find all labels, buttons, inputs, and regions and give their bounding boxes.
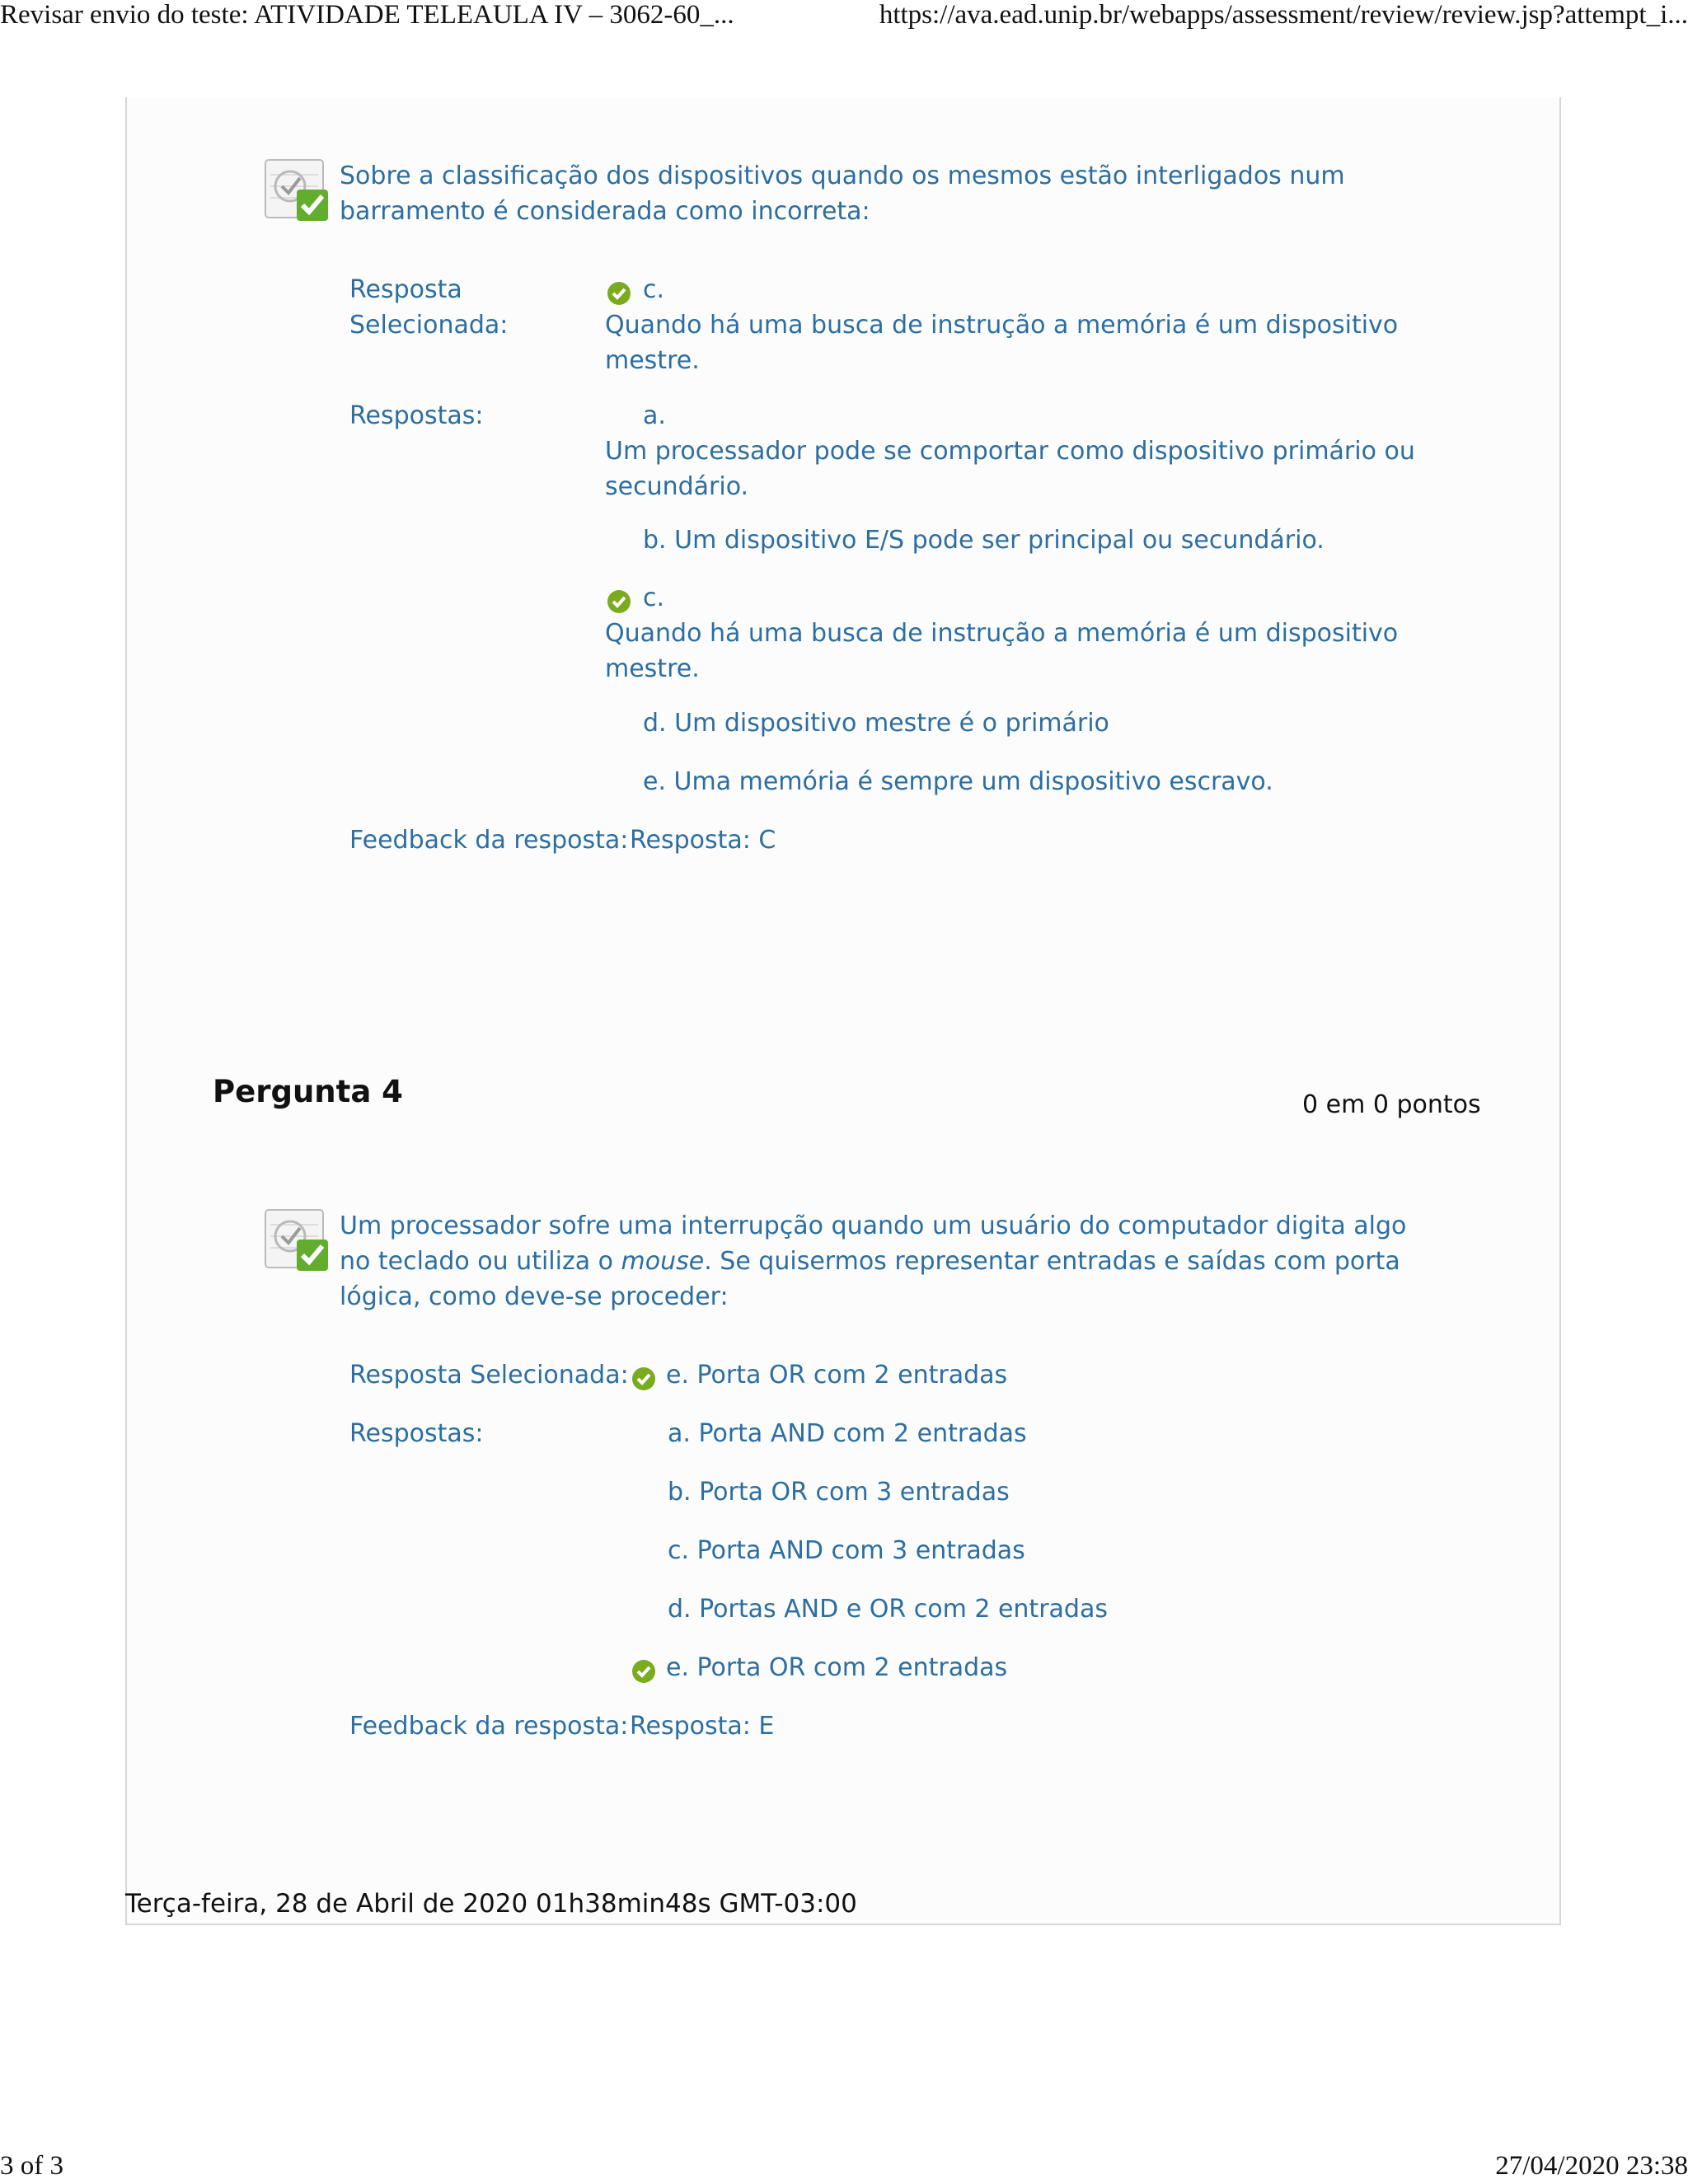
answer-option: d. Um dispositivo mestre é o primário — [643, 709, 1109, 738]
answer-option-text: Quando há uma busca de instrução a memória é um dispositivo mestre. — [605, 619, 1399, 683]
question-4-points: 0 em 0 pontos — [1302, 1090, 1481, 1119]
question-4-text — [340, 1208, 1428, 1315]
question-4-text-part2: . Se quisermos representar entradas e saídas com porta lógica, como deve-se proceder: — [340, 1247, 1400, 1311]
selected-answer-value: e. Porta OR com 2 entradas — [666, 1361, 1008, 1390]
selected-answer-label-line2: Selecionada: — [349, 311, 509, 340]
submission-date: Terça-feira, 28 de Abril de 2020 01h38min48s GMT-03:00 — [125, 1889, 857, 1919]
answer-option-letter: c. — [643, 583, 665, 612]
question-4-text-part1: Um processador sofre uma interrupção quando um usuário do computador digita algo no teclado ou utiliza o — [340, 1212, 1407, 1276]
answers-label: Respostas: — [349, 401, 484, 430]
answer-option: b. Porta OR com 3 entradas — [668, 1478, 1010, 1507]
feedback-value: Resposta: C — [630, 826, 776, 855]
selected-answer-letter: c. — [643, 275, 665, 304]
question-3-text: Sobre a classificação dos dispositivos quando os mesmos estão interligados num barramento é considerada como incorreta: — [340, 162, 1345, 226]
correct-check-icon — [631, 1366, 656, 1391]
answer-option-text: Um processador pode se comportar como dispositivo primário ou secundário. — [605, 437, 1415, 501]
print-datetime: 27/04/2020 23:38 — [1495, 2151, 1688, 2181]
question-correct-icon — [264, 158, 330, 224]
question-4-text-italic: mouse — [621, 1247, 705, 1276]
feedback-label: Feedback da resposta: — [349, 826, 629, 855]
correct-check-icon — [607, 281, 631, 306]
question-correct-icon — [264, 1208, 330, 1274]
print-page-url: https://ava.ead.unip.br/webapps/assessment/review/review.jsp?attempt_i... — [879, 0, 1688, 30]
answers-label: Respostas: — [349, 1419, 484, 1448]
print-footer — [0, 2151, 1688, 2184]
print-page-title: Revisar envio do teste: ATIVIDADE TELEAULA IV – 3062-60_... — [0, 0, 734, 30]
answer-option: e. Porta OR com 2 entradas — [666, 1653, 1008, 1682]
print-header — [0, 0, 1688, 36]
feedback-label: Feedback da resposta: — [349, 1712, 629, 1741]
selected-answer-text: Quando há uma busca de instrução a memória é um dispositivo mestre. — [605, 311, 1399, 375]
selected-answer-label-line1: Resposta — [349, 275, 462, 304]
answer-option: b. Um dispositivo E/S pode ser principal ou secundário. — [643, 526, 1325, 555]
correct-check-icon — [607, 589, 631, 614]
question-4-title: Pergunta 4 — [213, 1074, 403, 1109]
answer-option: c. Porta AND com 3 entradas — [668, 1536, 1025, 1565]
answer-option: e. Uma memória é sempre um dispositivo escravo. — [643, 767, 1273, 796]
page-count: 3 of 3 — [0, 2151, 63, 2181]
answer-option: a. Porta AND com 2 entradas — [668, 1419, 1027, 1448]
selected-answer-label: Resposta Selecionada: — [349, 1361, 629, 1390]
answer-option-letter: a. — [643, 401, 666, 430]
answer-option: d. Portas AND e OR com 2 entradas — [668, 1595, 1108, 1624]
feedback-value: Resposta: E — [630, 1712, 775, 1741]
correct-check-icon — [631, 1659, 656, 1684]
